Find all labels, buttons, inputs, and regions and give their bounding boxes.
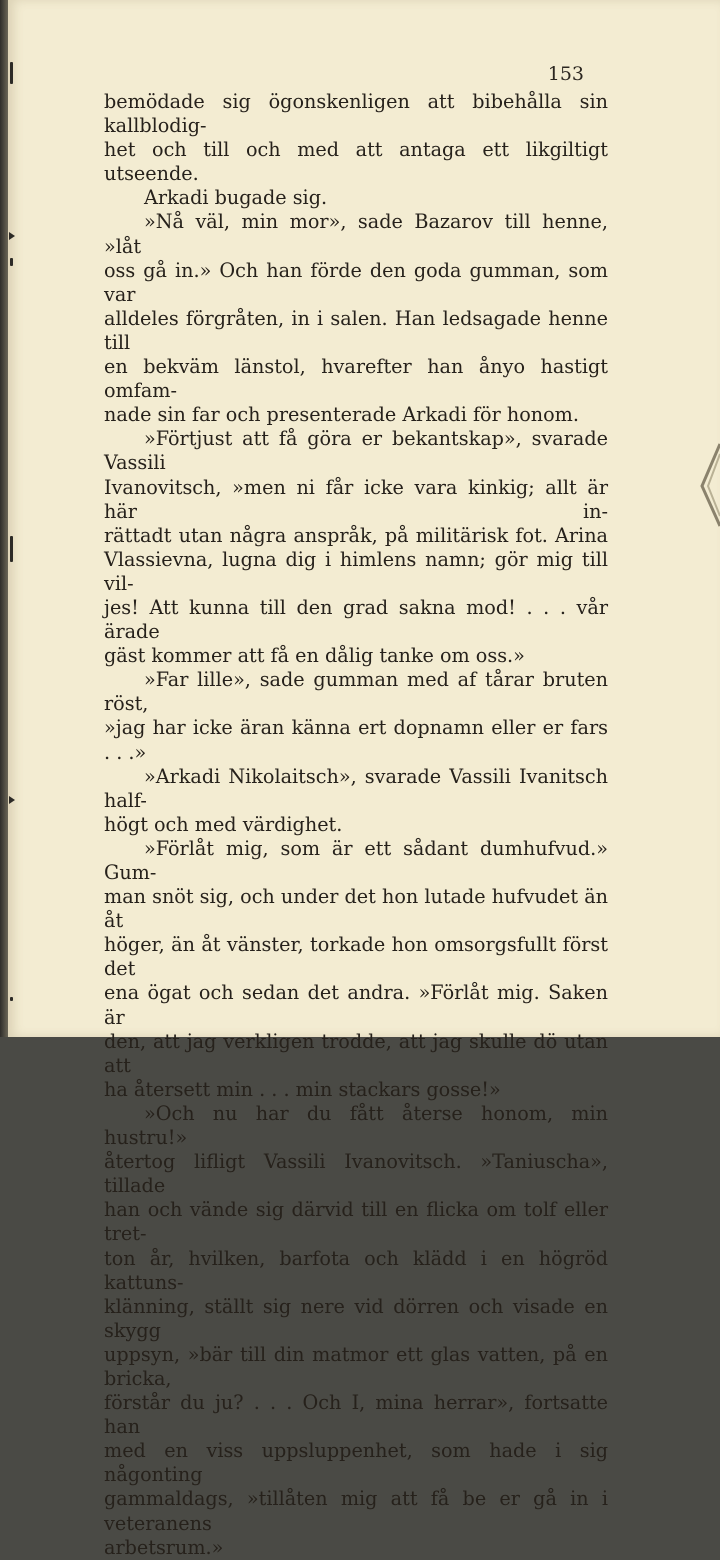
page-number: 153: [547, 63, 584, 85]
text-line: jes! Att kunna till den grad sakna mod! . . . vår ärade: [104, 595, 608, 644]
text-line: »jag har icke äran känna ert dopnamn eller er fars . . .»: [104, 716, 608, 764]
text-line: man snöt sig, och under det hon lutade hufvudet än åt: [104, 885, 608, 933]
margin-marks: [0, 0, 20, 1037]
text-line: Arkadi bugade sig.: [144, 186, 328, 210]
text-line: gäst kommer att få en dålig tanke om oss.»: [104, 644, 525, 668]
text-line: rättadt utan några anspråk, på militärisk fot. Arina: [104, 523, 608, 547]
text-line: Vlassievna, lugna dig i himlens namn; gör mig till vil-: [104, 547, 608, 595]
text-line: gammaldags, »tillåten mig att få be er gå in i veteranens: [104, 1487, 608, 1535]
text-line: han och vände sig därvid till en flicka om tolf eller tret-: [104, 1198, 608, 1246]
text-line: en bekväm länstol, hvarefter han ånyo hastigt omfam-: [104, 355, 608, 403]
text-line: arbetsrum.»: [104, 1535, 224, 1559]
page-clip-mark: [696, 440, 720, 530]
text-line: »Nå väl, min mor», sade Bazarov till henne, »låt: [104, 210, 608, 258]
text-line: Ivanovitsch, »men ni får icke vara kinkig; allt är här in-: [104, 475, 608, 523]
margin-mark: [10, 536, 13, 562]
text-line: högt och med värdighet.: [104, 812, 343, 836]
text-line: het och till och med att antaga ett likgiltigt utseende.: [104, 138, 608, 186]
text-line: ena ögat och sedan det andra. »Förlåt mig. Saken är: [104, 981, 608, 1029]
margin-mark: [10, 62, 13, 84]
text-line: ha återsett min . . . min stackars gosse!»: [104, 1077, 501, 1101]
book-page: [8, 0, 720, 1559]
text-line: uppsyn, »bär till din matmor ett glas vatten, på en bricka,: [104, 1342, 608, 1390]
text-line: »Förlåt mig, som är ett sådant dumhufvud.» Gum-: [104, 836, 608, 884]
text-line: den, att jag verkligen trodde, att jag skulle dö utan att: [104, 1029, 608, 1077]
text-line: alldeles förgråten, in i salen. Han ledsagade henne till: [104, 306, 608, 354]
text-line: nade sin far och presenterade Arkadi för honom.: [104, 403, 579, 427]
text-line: ton år, hvilken, barfota och klädd i en högröd kattuns-: [104, 1246, 608, 1294]
margin-mark: [10, 997, 13, 1001]
text-line: klänning, ställt sig nere vid dörren och visade en skygg: [104, 1294, 608, 1342]
text-line: med en viss uppsluppenhet, som hade i sig någonting: [104, 1439, 608, 1487]
text-line: »Och nu har du fått återse honom, min hustru!»: [104, 1101, 608, 1150]
text-line: »Arkadi Nikolaitsch», svarade Vassili Ivanitsch half-: [104, 764, 608, 812]
text-line: bemödade sig ögonskenligen att bibehålla sin kallblodig-: [104, 90, 608, 138]
margin-arrow-icon: [9, 232, 15, 240]
margin-arrow-icon: [9, 796, 15, 804]
text-line: höger, än åt vänster, torkade hon omsorgsfullt först det: [104, 933, 608, 981]
body-text: [104, 90, 608, 1560]
text-line: återtog lifligt Vassili Ivanovitsch. »Taniuscha», tillade: [104, 1150, 608, 1198]
text-line: förstår du ju? . . . Och I, mina herrar», fortsatte han: [104, 1391, 608, 1439]
text-line: »Förtjust att få göra er bekantskap», svarade Vassili: [104, 427, 608, 475]
text-line: oss gå in.» Och han förde den goda gumman, som var: [104, 258, 608, 306]
margin-mark: [10, 258, 13, 266]
text-line: »Far lille», sade gumman med af tårar bruten röst,: [104, 668, 608, 716]
